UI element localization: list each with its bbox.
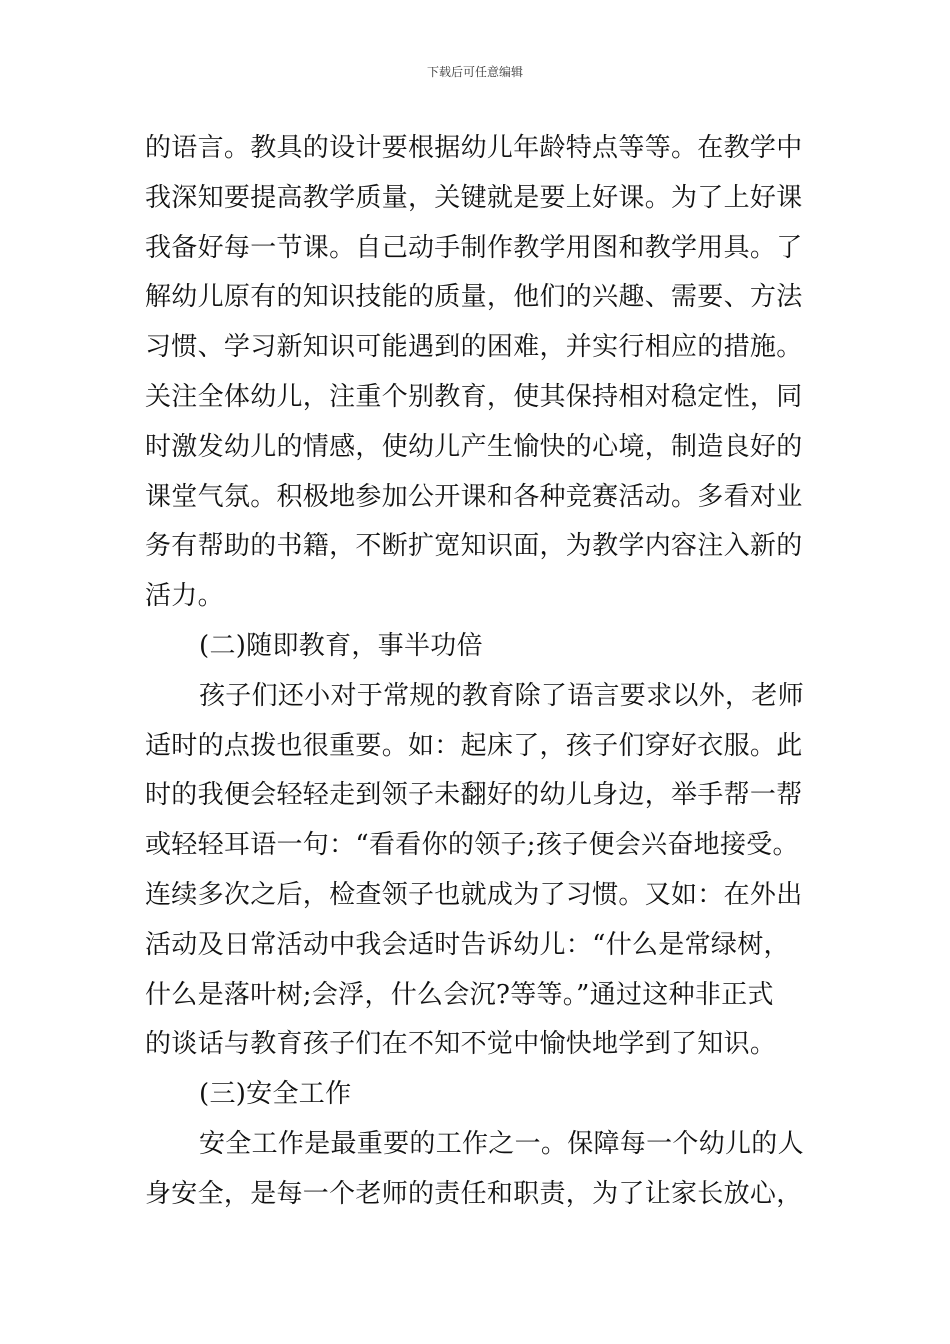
section-heading: (二)随即教育，事半功倍	[199, 630, 483, 661]
text-line: 活力。	[145, 581, 224, 612]
text-line: 习惯、学习新知识可能遇到的困难，并实行相应的措施。	[145, 332, 803, 363]
text-line: 时的我便会轻轻走到领子未翻好的幼儿身边，举手帮一帮	[145, 780, 803, 811]
text-line: 我备好每一节课。自己动手制作教学用图和教学用具。了	[145, 232, 803, 263]
text-line: 解幼儿原有的知识技能的质量，他们的兴趣、需要、方法	[145, 282, 803, 313]
text-line: 的谈话与教育孩子们在不知不觉中愉快地学到了知识。	[145, 1029, 777, 1060]
paragraph-first-line: 孩子们还小对于常规的教育除了语言要求以外，老师	[199, 680, 804, 711]
text-line: 时激发幼儿的情感，使幼儿产生愉快的心境，制造良好的	[145, 431, 803, 462]
text-line: 连续多次之后，检查领子也就成为了习惯。又如：在外出	[145, 879, 803, 910]
text-line: 我深知要提高教学质量，关键就是要上好课。为了上好课	[145, 182, 803, 213]
text-line: 务有帮助的书籍，不断扩宽知识面，为教学内容注入新的	[145, 531, 803, 562]
page-header: 下载后可任意编辑	[426, 65, 523, 79]
text-line: 或轻轻耳语一句：“看看你的领子;孩子便会兴奋地接受。	[145, 830, 799, 861]
section-heading: (三)安全工作	[199, 1079, 352, 1110]
text-line: 活动及日常活动中我会适时告诉幼儿：“什么是常绿树，	[145, 929, 790, 960]
text-line: 适时的点拨也很重要。如：起床了，孩子们穿好衣服。此	[145, 730, 803, 761]
text-line: 什么是落叶树;会浮，什么会沉?等等。”通过这种非正式	[145, 979, 774, 1010]
text-line: 身安全，是每一个老师的责任和职责，为了让家长放心，	[145, 1178, 803, 1209]
paragraph-first-line: 安全工作是最重要的工作之一。保障每一个幼儿的人	[199, 1128, 804, 1159]
text-line: 的语言。教具的设计要根据幼儿年龄特点等等。在教学中	[145, 133, 803, 163]
text-line: 课堂气氛。积极地参加公开课和各种竞赛活动。多看对业	[145, 481, 803, 512]
text-line: 关注全体幼儿，注重个别教育，使其保持相对稳定性，同	[145, 381, 803, 412]
document-body	[145, 124, 810, 1220]
